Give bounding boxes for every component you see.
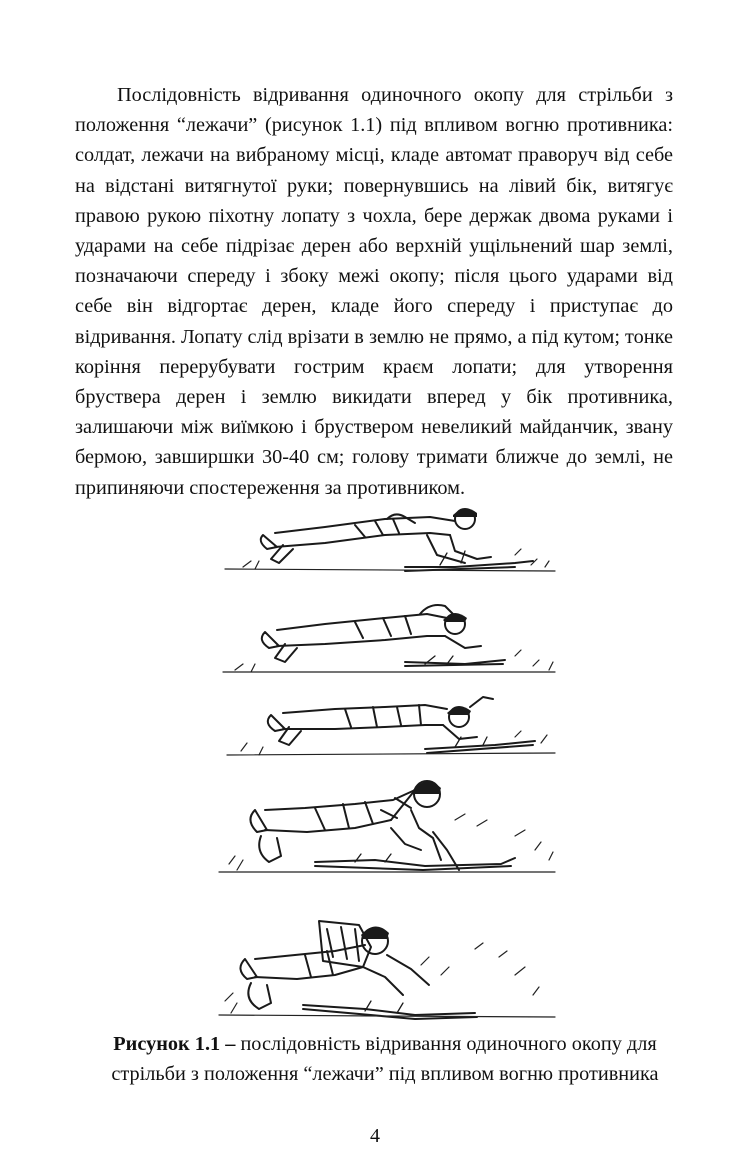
panel-step-2	[223, 605, 555, 672]
figure-illustration	[215, 505, 560, 1030]
figure-caption	[95, 1029, 675, 1089]
panel-step-4	[219, 781, 555, 872]
body-paragraph: Послідовність відривання одиночного окопу для стрільби з положення “лежачи” (рисунок 1.1) під впливом вогню противника: солдат, лежачи на вибраному місці, кладе автомат праворуч від себе на відстані витягнутої руки; повернувшись на лівий бік, витягує правою рукою піхотну лопату з чохла, бере держак двома руками і ударами на себе підрізає дерен або верхній ущільнений шар землі, позначаючи спереду і збоку межі окопу; після цього ударами від себе він відгортає дерен, кладе його спереду і приступає до відривання. Лопату слід врізати в землю не прямо, а під кутом; тонке коріння перерубувати гострим краєм лопати; для утворення бруствера дерен і землю викидати вперед у бік противника, залишаючи між виїмкою і бруствером невеликий майданчик, звану бермою, завширшки 30-40 см; голову тримати ближче до землі, не припиняючи спостереження за противником.	[75, 84, 673, 499]
figure-1-1	[215, 505, 560, 1030]
panel-step-1	[225, 508, 555, 571]
panel-step-3	[227, 697, 555, 755]
figure-caption-text: послідовність відривання одиночного окопу для стрільби з положення “лежачи” під впливом вогню противника	[111, 1033, 659, 1085]
panel-step-5	[219, 921, 555, 1019]
figure-label: Рисунок 1.1 –	[113, 1033, 236, 1055]
page-number: 4	[370, 1125, 380, 1147]
